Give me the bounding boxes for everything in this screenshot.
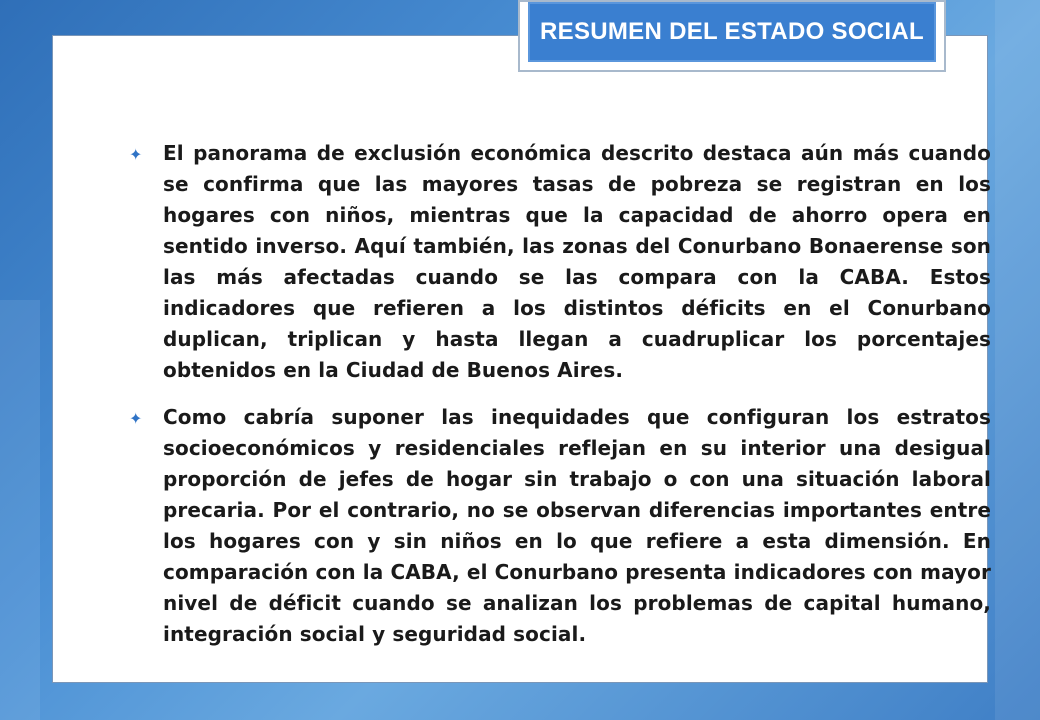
bullet-icon: ✦ bbox=[129, 409, 143, 428]
background-decoration bbox=[995, 0, 1040, 720]
bullet-text: El panorama de exclusión económica descrito destaca aún más cuando se confirma que las mayores tasas de pobreza se registran en los hogares con niños, mientras que la capacidad de ahorro opera en sentido inverso. Aquí también, las zonas del Conurbano Bonaerense son las más afectadas cuando se las compara con la CABA. Estos indicadores que refieren a los distintos déficits en el Conurbano duplican, triplican y hasta llegan a cuadruplicar los porcentajes obtenidos en la Ciudad de Buenos Aires. bbox=[163, 141, 991, 382]
page-title: RESUMEN DEL ESTADO SOCIAL bbox=[528, 2, 936, 62]
bullet-text: Como cabría suponer las inequidades que configuran los estratos socioeconómicos y residenciales reflejan en su interior una desigual proporción de jefes de hogar sin trabajo o con una situación laboral precaria. Por el contrario, no se observan diferencias importantes entre los hogares con y sin niños en lo que refiere a esta dimensión. En comparación con la CABA, el Conurbano presenta indicadores con mayor nivel de déficit cuando se analizan los problemas de capital humano, integración social y seguridad social. bbox=[163, 405, 991, 646]
bullet-icon: ✦ bbox=[129, 145, 143, 164]
title-frame bbox=[518, 0, 946, 72]
list-item bbox=[129, 402, 991, 650]
bullet-list bbox=[129, 138, 991, 666]
background-decoration bbox=[0, 300, 40, 720]
slide-panel bbox=[52, 35, 991, 683]
list-item bbox=[129, 138, 991, 386]
